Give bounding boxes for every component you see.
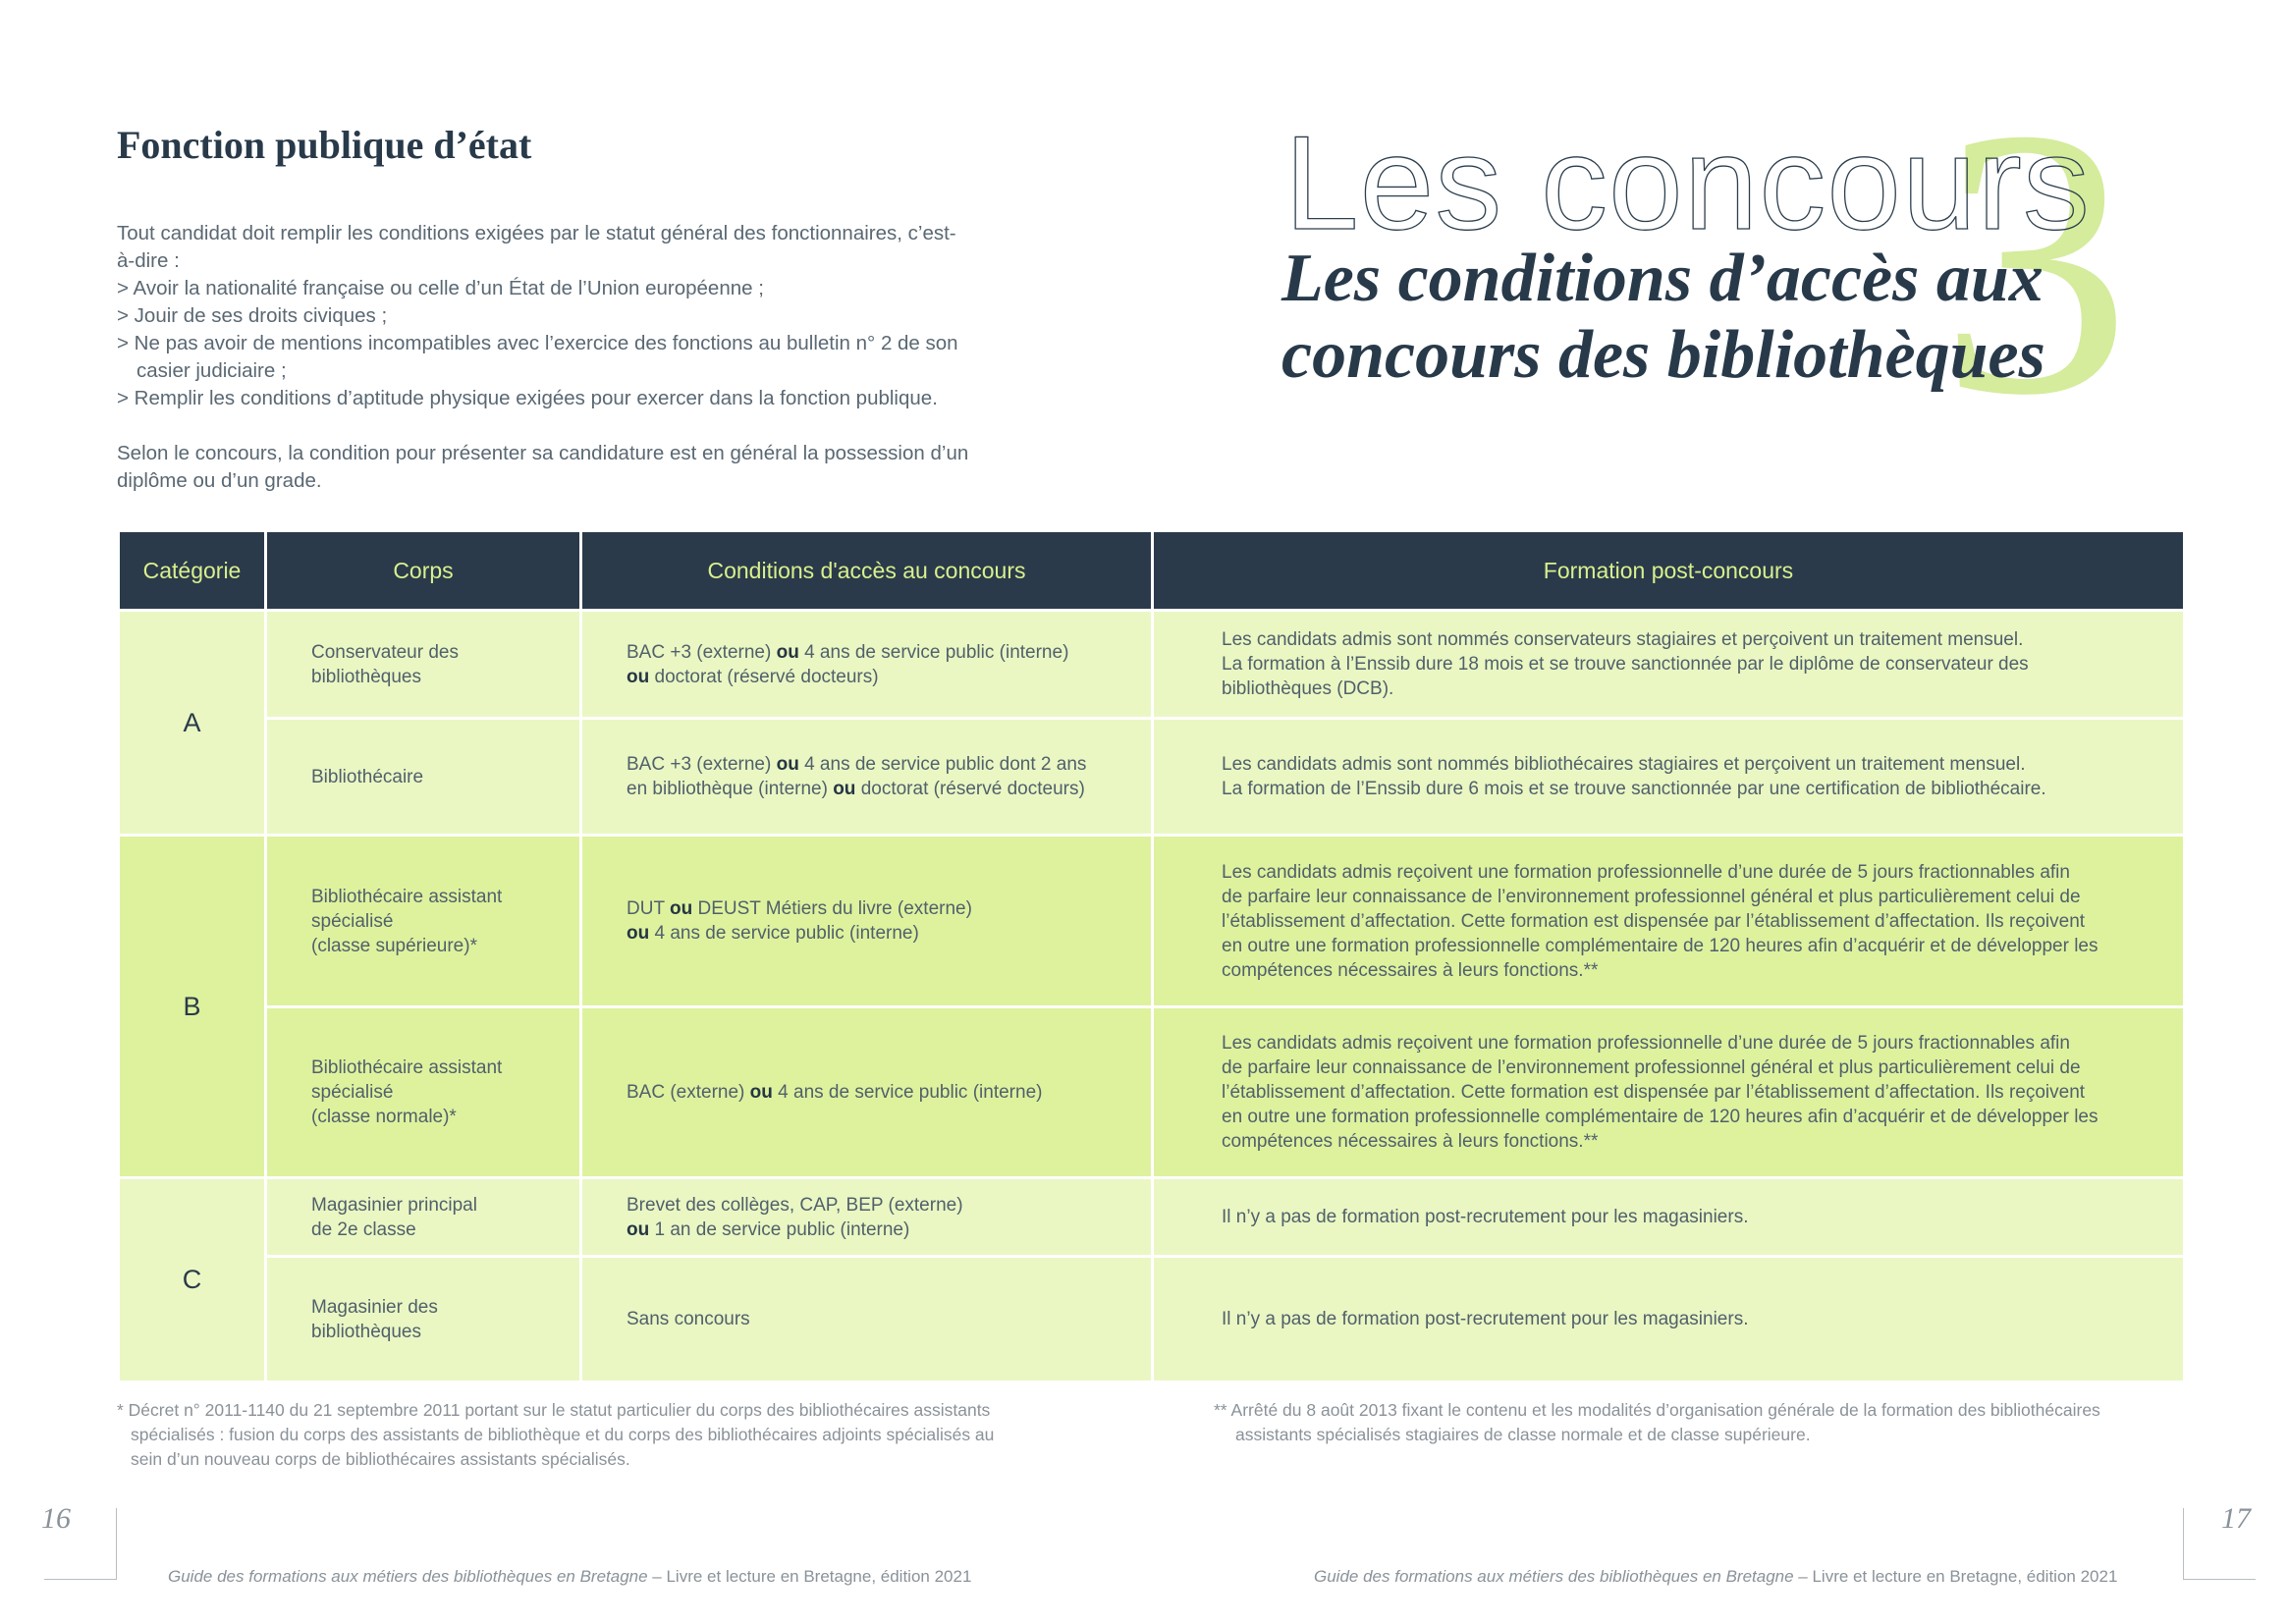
footer-right: Guide des formations aux métiers des bibliothèques en Bretagne – Livre et lecture en Bretagne, édition 2021 (1314, 1567, 2118, 1586)
footnote-left: * Décret n° 2011-1140 du 21 septembre 2011 portant sur le statut particulier du corps des bibliothécaires assistants spécialisés : fusion du corps des assistants de bibliothèque et du corps des bibliothécaires adjoints spécialisés au sein d’un nouveau corps de bibliothécaires assistants spécialisés. (117, 1400, 995, 1469)
formation-cell: Les candidats admis sont nommés bibliothécaires stagiaires et perçoivent un traitement mensuel. La formation de l’Enssib dure 6 mois et se trouve sanctionnée par une certification de bibliothécaire. (1153, 719, 2185, 836)
corps-cell: Magasinier des bibliothèques (266, 1257, 581, 1382)
category-cell: A (119, 611, 266, 836)
header-formation: Formation post-concours (1153, 532, 2185, 611)
table-row (119, 836, 2185, 1007)
table-row (119, 719, 2185, 836)
footer-left: Guide des formations aux métiers des bibliothèques en Bretagne – Livre et lecture en Bretagne, édition 2021 (168, 1567, 972, 1586)
conditions-cell: BAC (externe) ou 4 ans de service public (interne) (581, 1007, 1153, 1178)
intro-text (117, 220, 1030, 495)
table-row (119, 611, 2185, 719)
corner-rule (2183, 1508, 2184, 1580)
intro-bullet: > Remplir les conditions d’aptitude physique exigées pour exercer dans la fonction publique. (117, 387, 938, 409)
corps-cell (266, 611, 581, 719)
table-row (119, 1257, 2185, 1382)
intro-line: à-dire : (117, 249, 180, 272)
table-row (119, 1007, 2185, 1178)
table-header-row (119, 532, 2185, 611)
table-row (119, 1178, 2185, 1257)
category-cell: B (119, 836, 266, 1178)
conditions-cell: BAC +3 (externe) ou 4 ans de service public (interne) ou doctorat (réservé docteurs) (581, 611, 1153, 719)
corps-line: bibliothèques (311, 666, 421, 687)
formation-cell: Les candidats admis reçoivent une formation professionnelle d’une durée de 5 jours fractionnables afin de parfaire leur connaissance de l’environnement professionnel général et plus particulièrement celui de l’établissement d’affectation. Cette formation est dispensée par l’établissement d’affectation. Ils reçoivent en outre une formation professionnelle complémentaire de 120 heures afin d’acquérir et de développer les compétences nécessaires à leurs fonctions.** (1153, 1007, 2185, 1178)
intro-bullet: > Avoir la nationalité française ou celle d’un État de l’Union européenne ; (117, 277, 764, 299)
formation-cell: Les candidats admis sont nommés conservateurs stagiaires et perçoivent un traitement mensuel. La formation à l’Enssib dure 18 mois et se trouve sanctionnée par le diplôme de conservateur des bibliothèques (DCB). (1153, 611, 2185, 719)
page-number-left: 16 (41, 1502, 71, 1535)
conditions-cell: DUT ou DEUST Métiers du livre (externe) ou 4 ans de service public (interne) (581, 836, 1153, 1007)
conditions-cell: Brevet des collèges, CAP, BEP (externe) ou 1 an de service public (interne) (581, 1178, 1153, 1257)
category-cell: C (119, 1178, 266, 1382)
formation-cell: Il n’y a pas de formation post-recrutement pour les magasiniers. (1153, 1178, 2185, 1257)
corner-rule (116, 1508, 117, 1580)
corps-cell: Bibliothécaire assistant spécialisé (classe normale)* (266, 1007, 581, 1178)
section-title: Fonction publique d’état (117, 123, 532, 167)
intro-bullet: > Jouir de ses droits civiques ; (117, 304, 388, 327)
intro-bullet-continued: casier judiciaire ; (136, 359, 287, 382)
chapter-number: 3 (1939, 50, 2131, 474)
intro-line: Selon le concours, la condition pour présenter sa candidature est en général la possession d’un (117, 442, 969, 464)
conditions-cell: BAC +3 (externe) ou 4 ans de service public dont 2 ans en bibliothèque (interne) ou doctorat (réservé docteurs) (581, 719, 1153, 836)
corps-line: Conservateur des (311, 641, 459, 663)
chapter-title: Les conditions d’accès aux concours des bibliothèques (1281, 241, 2045, 393)
header-categorie: Catégorie (119, 532, 266, 611)
footnote-right: ** Arrêté du 8 août 2013 fixant le contenu et les modalités d’organisation générale de la formation des bibliothécaires assistants spécialisés stagiaires de classe normale et de classe supérieure. (1214, 1400, 2100, 1444)
corner-rule (2183, 1579, 2256, 1580)
corps-cell: Magasinier principal de 2e classe (266, 1178, 581, 1257)
formation-cell: Il n’y a pas de formation post-recrutement pour les magasiniers. (1153, 1257, 2185, 1382)
corner-rule (44, 1579, 117, 1580)
chapter-kicker: Les concours (1284, 108, 2091, 257)
corps-cell: Bibliothécaire assistant spécialisé (classe supérieure)* (266, 836, 581, 1007)
intro-line: Tout candidat doit remplir les conditions exigées par le statut général des fonctionnaires, c’est- (117, 222, 956, 244)
conditions-table (117, 532, 2186, 1383)
header-conditions: Conditions d'accès au concours (581, 532, 1153, 611)
intro-bullet: > Ne pas avoir de mentions incompatibles avec l’exercice des fonctions au bulletin n° 2 de son (117, 332, 958, 354)
conditions-cell: Sans concours (581, 1257, 1153, 1382)
formation-cell: Les candidats admis reçoivent une formation professionnelle d’une durée de 5 jours fractionnables afin de parfaire leur connaissance de l’environnement professionnel général et plus particulièrement celui de l’établissement d’affectation. Cette formation est dispensée par l’établissement d’affectation. Ils reçoivent en outre une formation professionnelle complémentaire de 120 heures afin d’acquérir et de développer les compétences nécessaires à leurs fonctions.** (1153, 836, 2185, 1007)
header-corps: Corps (266, 532, 581, 611)
corps-cell: Bibliothécaire (266, 719, 581, 836)
intro-line: diplôme ou d’un grade. (117, 469, 322, 492)
page-number-right: 17 (2221, 1502, 2251, 1535)
